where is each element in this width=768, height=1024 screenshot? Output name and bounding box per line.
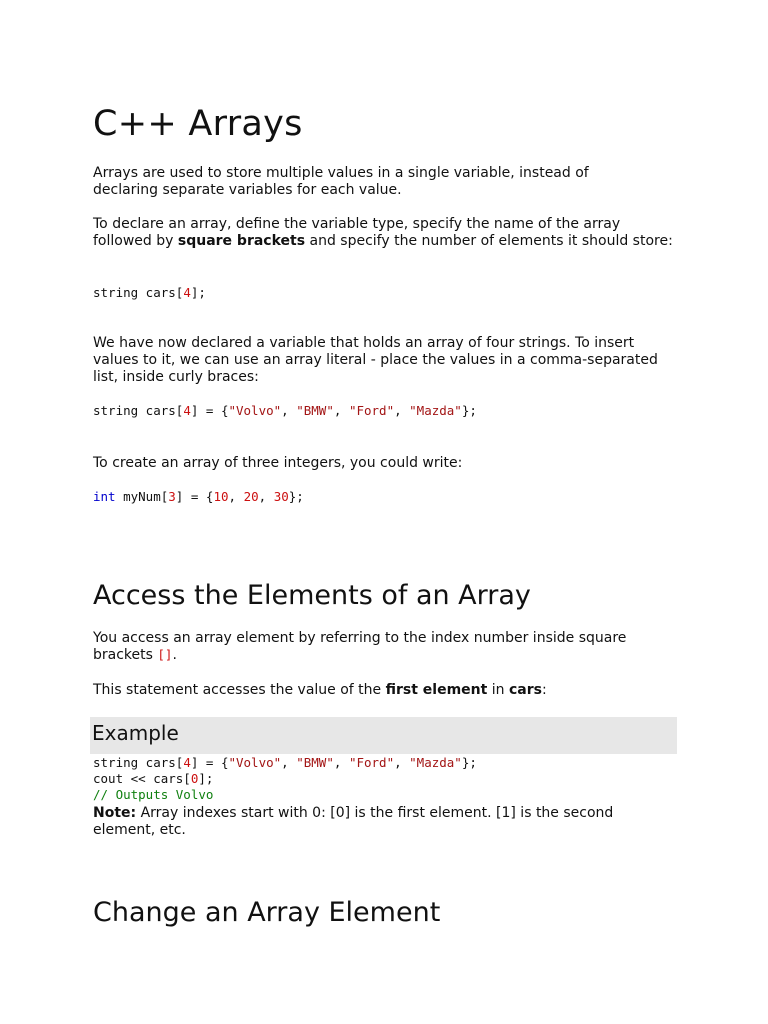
section-heading-access: Access the Elements of an Array [93, 580, 531, 611]
section-heading-change: Change an Array Element [93, 897, 441, 928]
example-code-line-1: string cars[4] = {"Volvo", "BMW", "Ford", "Mazda"}; [93, 755, 477, 770]
integers-paragraph: To create an array of three integers, you could write: [93, 455, 463, 471]
example-header [90, 717, 677, 754]
code-declare: string cars[4]; [93, 285, 206, 300]
code-integers: int myNum[3] = {10, 20, 30}; [93, 489, 304, 504]
page-title: C++ Arrays [93, 104, 303, 144]
example-code-comment: // Outputs Volvo [93, 787, 214, 802]
first-element-paragraph: This statement accesses the value of the first element in cars: [93, 682, 547, 698]
note-paragraph: Note: Array indexes start with 0: [0] is the first element. [1] is the second element, etc. [93, 805, 614, 838]
example-label: Example [92, 721, 179, 745]
bold-square-brackets: square brackets [177, 233, 306, 249]
inline-code-brackets: [] [157, 647, 173, 662]
literal-paragraph: We have now declared a variable that holds an array of four strings. To insert values to it, we can use an array literal - place the values in a comma-separated list, inside curly braces: [93, 335, 658, 385]
code-literal: string cars[4] = {"Volvo", "BMW", "Ford", "Mazda"}; [93, 403, 477, 418]
declare-paragraph: To declare an array, define the variable type, specify the name of the array followed by square brackets and specify the number of elements it should store: [93, 216, 673, 249]
example-code-line-2: cout << cars[0]; [93, 771, 214, 786]
intro-paragraph: Arrays are used to store multiple values in a single variable, instead of declaring separate variables for each value. [93, 165, 589, 198]
note-label: Note: [93, 805, 137, 821]
access-paragraph: You access an array element by referring to the index number inside square brackets []. [93, 630, 627, 663]
